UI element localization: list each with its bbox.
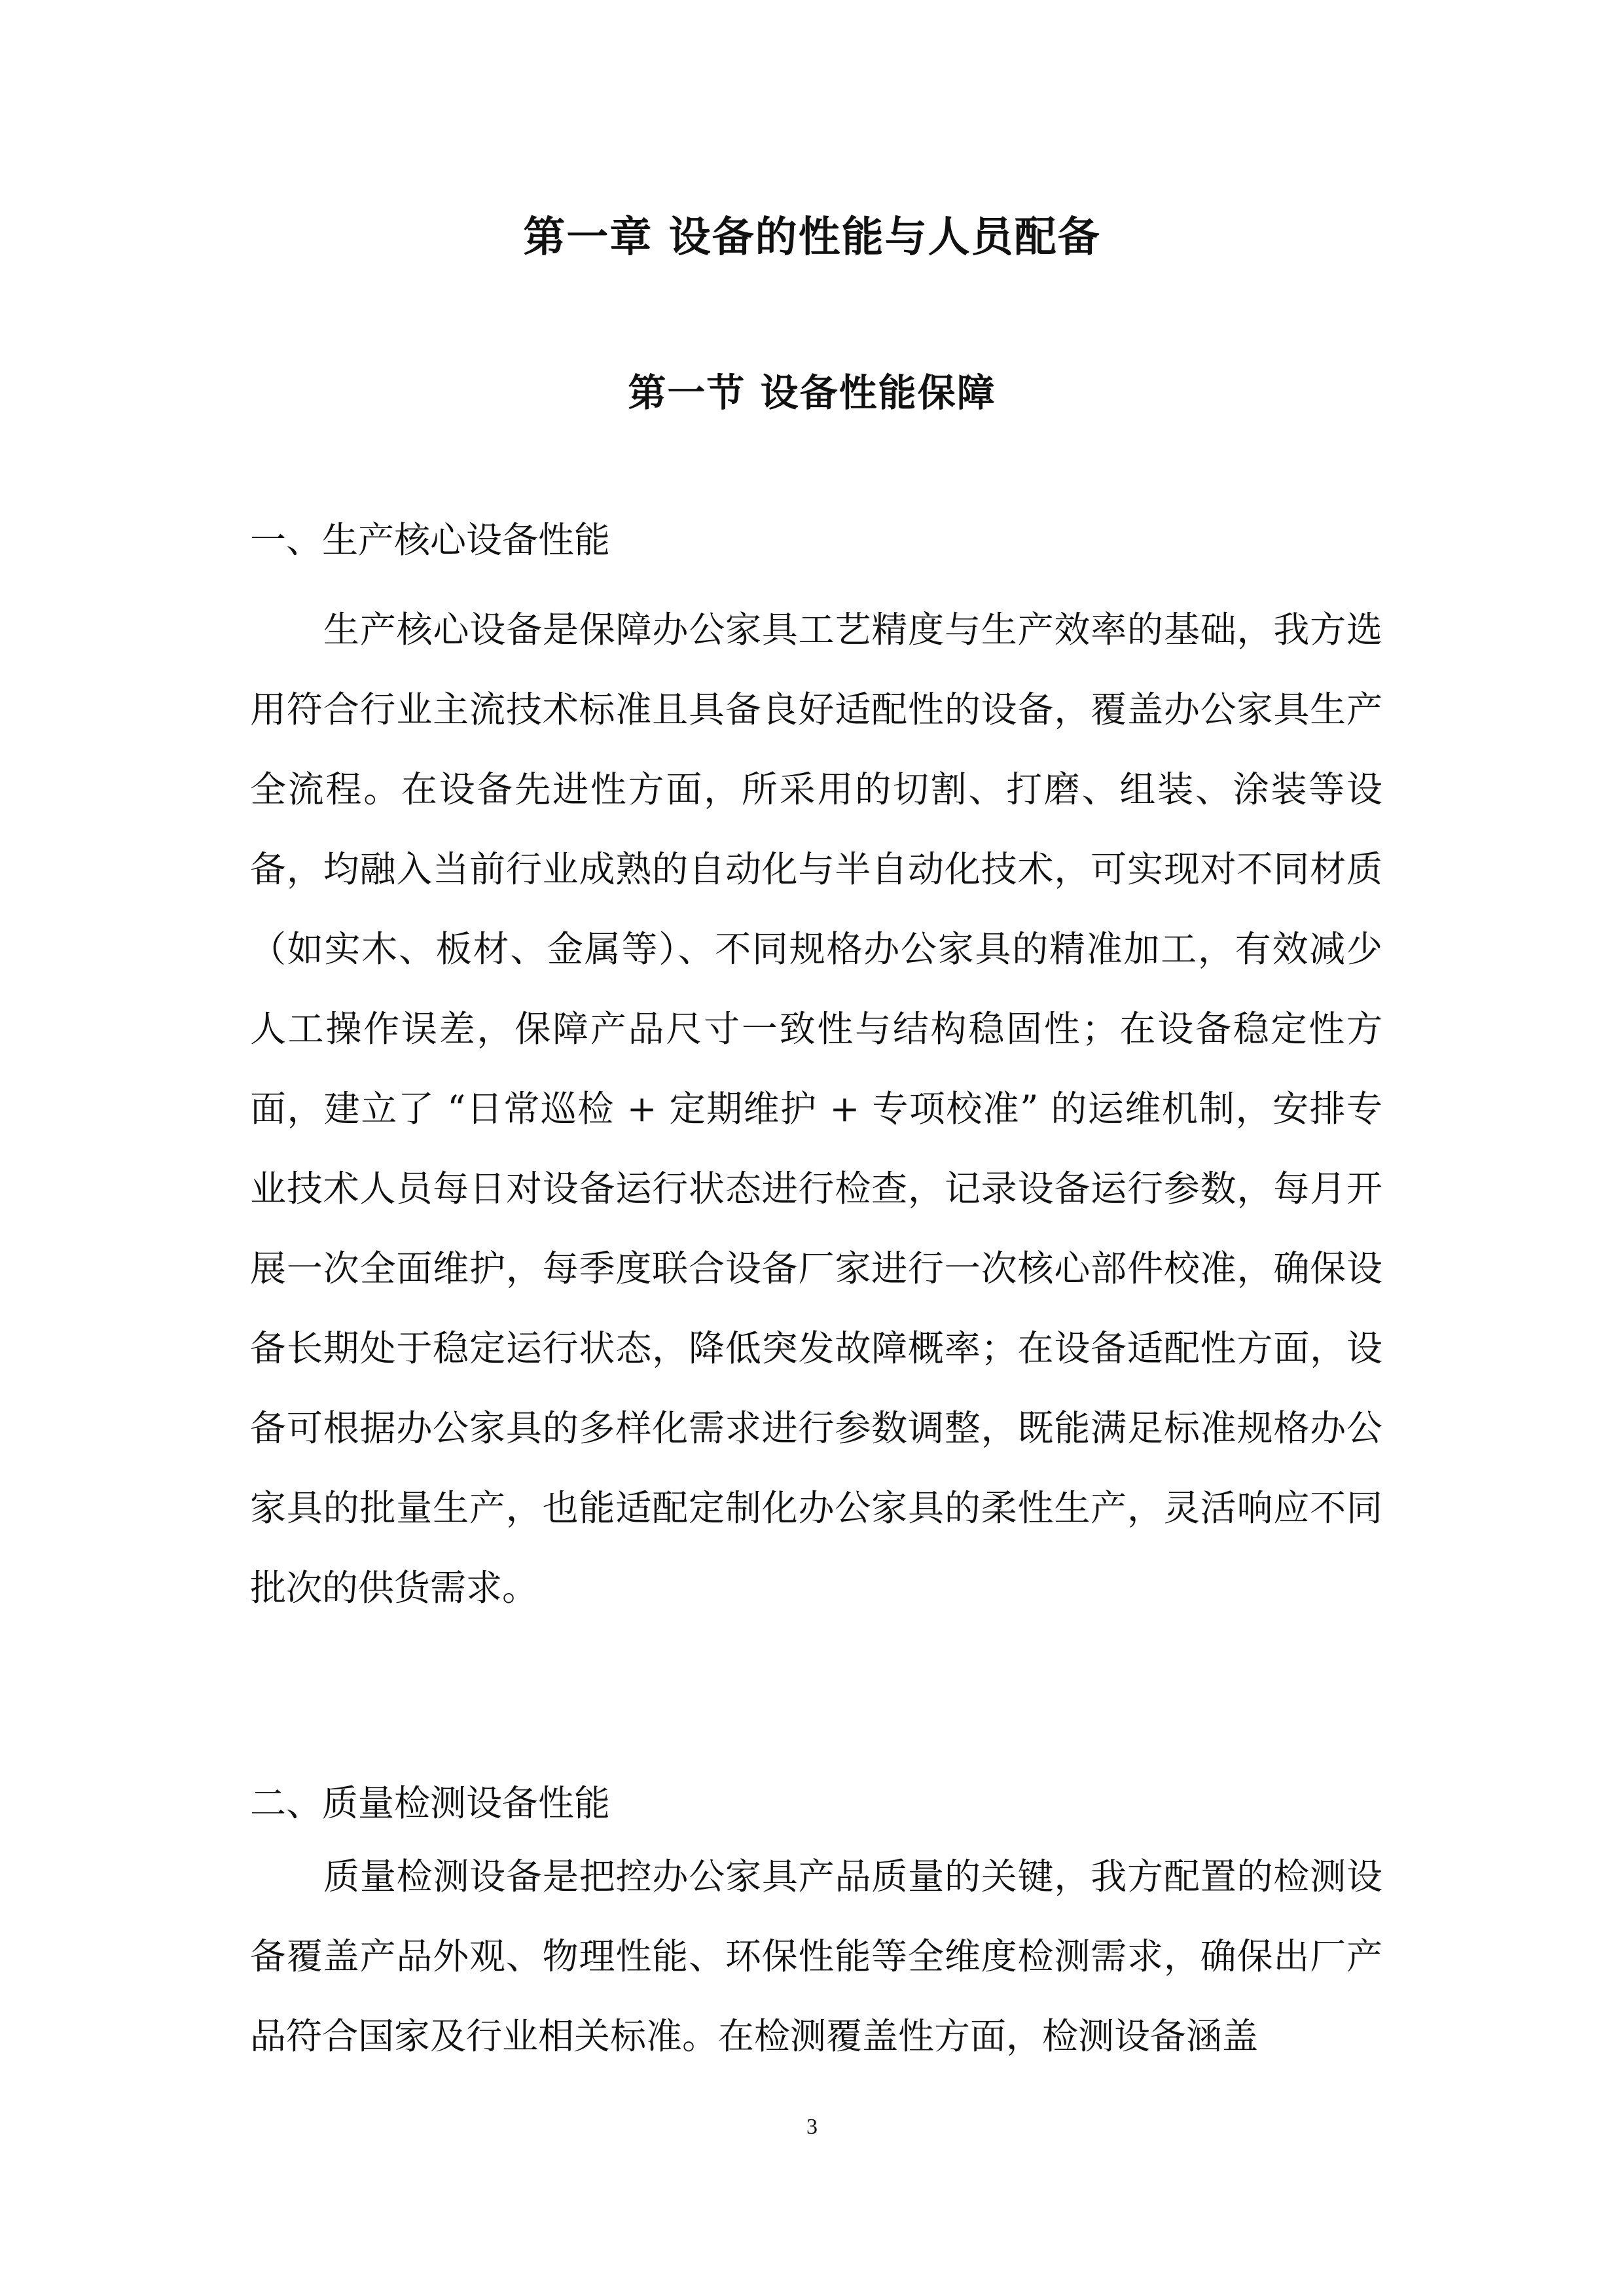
page-number: 3 — [806, 2115, 818, 2139]
section-title: 第一节 设备性能保障 — [628, 370, 996, 415]
subheading-core-equipment: 一、生产核心设备性能 — [250, 519, 611, 561]
chapter-title: 第一章 设备的性能与人员配备 — [523, 213, 1101, 262]
paragraph-core-equipment: 生产核心设备是保障办公家具工艺精度与生产效率的基础，我方选用符合行业主流技术标准且具备良好适配性的设备，覆盖办公家具生产全流程。在设备先进性方面，所采用的切割、打磨、组装、涂装等设备，均融入当前行业成熟的自动化与半自动化技术，可实现对不同材质（如实木、板材、金属等）、不同规格办公家具的精准加工，有效减少人工操作误差，保障产品尺寸一致性与结构稳固性；在设备稳定性方面，建立了 “日常巡检 + 定期维护 + 专项校准” 的运维机制，安排专业技术人员每日对设备运行状态进行检查，记录设备运行参数，每月开展一次全面维护，每季度联合设备厂家进行一次核心部件校准，确保设备长期处于稳定运行状态，降低突发故障概率；在设备适配性方面，设备可根据办公家具的多样化需求进行参数调整，既能满足标准规格办公家具的批量生产，也能适配定制化办公家具的柔性生产，灵活响应不同批次的供货需求。 — [250, 609, 1382, 1609]
subheading-inspection-equipment: 二、质量检测设备性能 — [250, 1782, 611, 1824]
paragraph-inspection-equipment: 质量检测设备是把控办公家具产品质量的关键，我方配置的检测设备覆盖产品外观、物理性能、环保性能等全维度检测需求，确保出厂产品符合国家及行业相关标准。在检测覆盖性方面，检测设备涵盖 — [250, 1856, 1382, 2057]
